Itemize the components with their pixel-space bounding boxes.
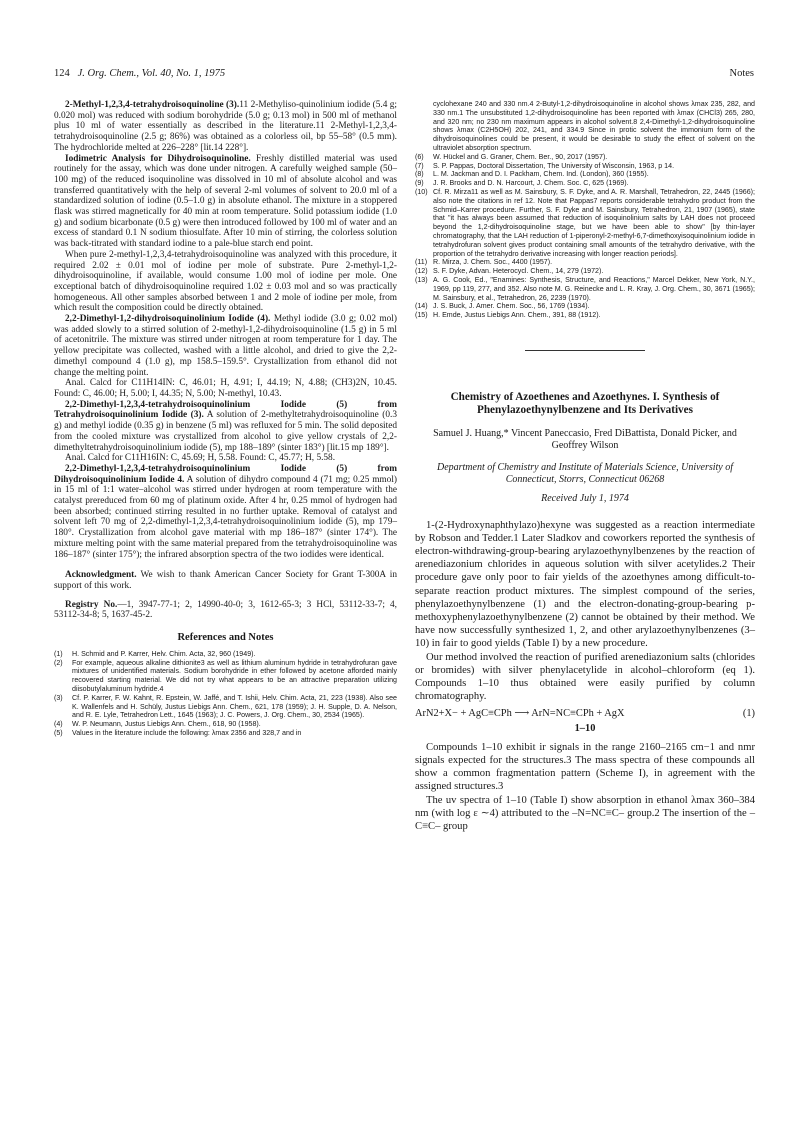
- header-left: [54, 68, 225, 79]
- paragraph-anal-4: Anal. Calcd for C11H14IN: C, 46.01; H, 4.91; I, 44.19; N, 4.88; (CH3)2N, 10.45. Found: C, 46.00; H, 5.00; I, 44.35; N, 5.00; N-methyl, 10.43.: [54, 378, 397, 399]
- reference-number: (3): [54, 693, 63, 702]
- reference-text: J. R. Brooks and D. N. Harcourt, J. Chem. Soc. C, 625 (1969).: [433, 179, 629, 188]
- reference-item: [415, 258, 755, 267]
- paragraph-compound-3: [54, 100, 397, 154]
- reference-text: For example, aqueous alkaline dithionite3 as well as lithium aluminum hydride in tetrahydrofuran gave mixtures of unidentified materials. Sodium borohydride in ether followed by acetone afforded mainly recovered starting material. We did not try what appears to be an attractive preparation utilizing diisobutylaluminum hydride.4: [72, 658, 397, 693]
- received-date: Received July 1, 1974: [541, 492, 629, 504]
- reference-item: [415, 153, 755, 162]
- reference-text: W. P. Neumann, Justus Liebigs Ann. Chem., 618, 90 (1958).: [72, 720, 261, 729]
- paragraph-heading: Acknowledgment.: [65, 570, 137, 581]
- reference-number: (6): [415, 152, 424, 161]
- reference-text: Cf. P. Karrer, F. W. Kahnt, R. Epstein, W. Jaffé, and T. Ishii, Helv. Chim. Acta, 21, 223 (1938). Also see K. Wallenfels and H. Schüly, Justus Liebigs Ann. Chem., 621, 178 (1959); J. H. Supple, D. A. Nelson, and R. E. Lyle, Tetrahedron Lett., 1645 (1963); J. C. Powers, J. Org. Chem., 30, 2534 (1965).: [72, 693, 397, 720]
- reference-text: H. Schmid and P. Karrer, Helv. Chim. Acta, 32, 960 (1949).: [72, 649, 256, 658]
- paragraph-text: We wish to thank American Cancer Society for Grant T-300A in support of this work.: [54, 570, 397, 591]
- paragraph-compound-5b: [54, 464, 397, 560]
- reference-item: [54, 650, 397, 659]
- reference-number: (7): [415, 161, 424, 170]
- reference-text: S. F. Dyke, Advan. Heterocycl. Chem., 14, 279 (1972).: [433, 267, 604, 276]
- reference-item: [415, 162, 755, 171]
- reference-number: (4): [54, 720, 63, 729]
- reference-number: (10): [415, 187, 428, 196]
- paragraph-anal-5: Anal. Calcd for C11H16IN: C, 45.69; H, 5.58. Found: C, 45.77; H, 5.58.: [65, 453, 336, 464]
- reference-item: [415, 311, 755, 320]
- reference-number: (5): [54, 728, 63, 737]
- paragraph-heading: Registry No.: [65, 599, 118, 610]
- reference-number: (8): [415, 170, 424, 179]
- paragraph-text: Methyl iodide (3.0 g; 0.02 mol) was added slowly to a stirred solution of 2-methyl-1,2-dihydroisoquinoline (1.5 g) in 5 ml of acetonitrile. The mixture was stirred under nitrogen at room temperature for 1 day. The yellow precipitate was collected, washed with a little alcohol, and dried to give the 2,2-dimethyl compound 4 (1.0 g), mp 158.5–159.5°. Crystallization from ethanol did not change the melting point.: [54, 314, 397, 378]
- paragraph-compound-4: [54, 314, 397, 378]
- reference-number: (11): [415, 258, 428, 267]
- paragraph-spectra: Compounds 1–10 exhibit ir signals in the range 2160–2165 cm−1 and nmr signals expected for the structures.3 The mass spectra of these compounds all show a common fragmentation pattern (Scheme I), in agreement with the assigned structures.3: [415, 741, 755, 793]
- reference-number: (13): [415, 275, 428, 284]
- acknowledgment: [54, 570, 397, 591]
- reference-number: (9): [415, 179, 424, 188]
- paragraph-text: A solution of dihydro compound 4 (71 mg; 0.25 mmol) in 15 ml of 1:1 water–alcohol was stirred under hydrogen at room temperature with the catalyst prereduced from 60 mg of platinum oxide. After 4 hr, 0.25 mmol of hydrogen had been absorbed; continued stirring resulted in no further uptake. Removal of catalyst and solvent left 70 mg of 2,2-dimethyl-1,2,3,4-tetrahydroisoquinolinium iodide (5), mp 179–180°. Crystallization from alcohol gave material with mp 186–187° (sinter 174°). The mixture melting point with the same material prepared from the tetrahydroisoquinoline was 186–187° (sinter 175°); the infrared absorption spectra of the two iodides were identical.: [54, 474, 397, 560]
- paragraph-text: Freshly distilled material was used routinely for the assay, which was done under nitrogen. A carefully weighed sample (50–100 mg) of the reduced isoquinoline was dissolved in 10 ml of absolute alcohol and was transferred quantitatively with the help of several 2-ml volumes of solvent to 20.0 ml of a standardized solution of iodine (0.5–1.0 g) in absolute ethanol. The mixture in a stoppered flask was stirred magnetically for 40 min at room temperature. Solid potassium iodide (1.0 g) and sodium bicarbonate (0.5 g) were then introduced followed by 100 ml of water and an excess of standard 0.1 N sodium thiosulfate. After 10 min of stirring, the colorless solution was back-titrated with standard iodine to a pale-blue starch end point.: [54, 153, 397, 250]
- paragraph-method: Our method involved the reaction of purified arenediazonium salts (chlorides or bromides) with silver phenylacetylide in alcohol–chloroform (eq 1). Compounds 1–10 thus obtained were easily purified by column chromatography.: [415, 651, 755, 703]
- paragraph-text: —1, 3947-77-1; 2, 14990-40-0; 3, 1612-65-3; 3 HCl, 53112-33-7; 4, 53112-34-8; 5, 1637-45-2.: [54, 599, 397, 621]
- reference-text: Values in the literature include the following: λmax 2356 and 328,7 and in: [72, 728, 302, 737]
- right-column: [415, 100, 755, 833]
- references-list-left: [54, 650, 397, 738]
- paragraph-compound-5a: [54, 400, 397, 454]
- reference-item: [415, 276, 755, 302]
- reference-number: (2): [54, 658, 63, 667]
- reference-text: Cf. R. Mirza11 as well as M. Sainsbury, S. F. Dyke, and A. R. Marshall, Tetrahedron, 22, 2445 (1966); also note the citations in ref 12. Note that Pappas7 reports considerable tetrahydro product from the Schmid–Karrer procedure. Further, S. F. Dyke and M. Sainsbury, Tetrahedron, 21, 1907 (1965), state that "it has always been assumed that reduction of isoquinolinium salts by LAH does not proceed beyond the 1,2-dihydroisoquinoline stage, but we have been able to show" [by thin-layer chromatography, that the LAH reduction of 1-piperonyl-2-methyl-6,7-dimethoxyisoquinolinium iodide in tetrahydrofuran solvent gives product containing small amounts of the tetrahydro derivative, with the proportion of the tetrahydro derivative increasing with longer reaction periods].: [433, 187, 755, 258]
- left-column: [54, 100, 397, 738]
- paragraph-text: 11 2-Methyliso-quinolinium iodide (5.4 g; 0.020 mol) was reduced with sodium borohydride (5.0 g; 0.13 mol) in 500 ml of methanol plus 10 ml of water essentially as described in the literature.11 2-Methyl-1,2,3,4-tetrahydroisoquinoline (2.5 g; 86%) was obtained as a colorless oil, bp 55–58° (0.5 mm). The hydrochloride melted at 226–228° [lit.14 228°].: [54, 100, 398, 153]
- reference-text: cyclohexane 240 and 330 nm.4 2-Butyl-1,2-dihydroisoquinoline in alcohol shows λmax 235, 282, and 330 nm.1 The unsubstituted 1,2-dihydroisoquinoline has been reported with λmax (CHCl3) 265, 280, and 320 nm; no 230 nm maximum appears in alcohol solvent.8 2,4-Dimethyl-1,2-dihydroisoquinoline shows λmax (C2H5OH) 202, 241, and 334.9 Since in protic solvent the immonium form of the dihydroisoquinolines could be present, it would be desirable to study the effect of solvent on the ultraviolet absorption spectrum.: [433, 100, 755, 152]
- paragraph-intro: 1-(2-Hydroxynaphthylazo)hexyne was suggested as a reaction intermediate by Robson and Tedder.1 Later Sladkov and coworkers reported the synthesis of electron-withdrawing-group-bearing arylazoethynylbenzenes by the reaction of arenediazonium chlorides in aqueous solution with silver acetylides.2 Their procedure gave only poor to fair yields of the azoethynes among difficult-to-separate reaction product mixtures. The simplest compound of the series, phenylazoethynylbenzene (1) and the electron-donating-group-bearing p-methoxyphenylazoethynylbenzene (2) cannot be obtained by their method. We have now successfully synthesized 1, 2, and other arylazoethynylbenzenes (3–10) in fair to good yields (Table I) by a new procedure.: [415, 519, 755, 650]
- equation-text: ArN2+X− + AgC≡CPh ⟶ ArN=NC≡CPh + AgX: [415, 708, 625, 720]
- registry-numbers: [54, 600, 397, 621]
- paragraph-uv: The uv spectra of 1–10 (Table I) show absorption in ethanol λmax 360–384 nm (with log ε ∼4) attributed to the –N=NC≡C– group.2 The insertion of the –C≡C– group: [415, 794, 755, 833]
- equation-number: (1): [742, 708, 755, 720]
- paragraph-text: A solution of 2-methyltetrahydroisoquinoline (0.3 g) and methyl iodide (0.35 g) in benzene (5 ml) was refluxed for 5 min. The solid deposited from the cooled mixture was crystallized from alcohol to give yellow crystals of 2,2-dimethyltetrahydroisoquinolinium iodide (5), mp 188–189° (sinter 183°) [lit.15 mp 189°].: [54, 410, 398, 453]
- reference-text: H. Emde, Justus Liebigs Ann. Chem., 391, 88 (1912).: [433, 311, 601, 320]
- article-body: [415, 519, 755, 834]
- reference-item: [54, 720, 397, 729]
- reference-item: [54, 659, 397, 694]
- reference-number: [415, 100, 433, 153]
- reference-text: L. M. Jackman and D. I. Packham, Chem. Ind. (London), 360 (1955).: [433, 170, 649, 179]
- article-title: Chemistry of Azoethenes and Azoethynes. I. Synthesis of Phenylazoethynylbenzene and Its Derivatives: [450, 390, 720, 417]
- reference-item: [415, 170, 755, 179]
- reference-item: [54, 729, 397, 738]
- reference-text: W. Hückel and G. Graner, Chem. Ber., 90, 2017 (1957).: [433, 152, 608, 161]
- reference-item: [415, 100, 755, 153]
- reference-item: [415, 302, 755, 311]
- references-title: References and Notes: [177, 632, 274, 644]
- paragraph-heading: 2,2-Dimethyl-1,2,3,4-tetrahydroisoquinolinium Iodide (5) from Tetrahydroisoquinolinium Iodide (3).: [54, 399, 397, 421]
- paragraph-heading: 2-Methyl-1,2,3,4-tetrahydroisoquinoline (3).: [65, 100, 240, 110]
- reaction-equation: [415, 709, 755, 720]
- article-affiliation: Department of Chemistry and Institute of Materials Science, University of Connecticut, Storrs, Connecticut 06268: [436, 461, 734, 485]
- paragraph-heading: 2,2-Dimethyl-1,2-dihydroisoquinolinium Iodide (4).: [65, 314, 271, 325]
- reference-number: (12): [415, 267, 428, 276]
- equation-product-label: 1–10: [574, 723, 596, 735]
- article-authors: Samuel J. Huang,* Vincent Paneccasio, Fred DiBattista, Donald Picker, and Geoffrey Wilson: [433, 427, 737, 451]
- reference-number: (15): [415, 311, 428, 320]
- reference-text: S. P. Pappas, Doctoral Dissertation, The University of Wisconsin, 1963, p 14.: [433, 161, 675, 170]
- reference-item: [54, 694, 397, 720]
- running-header: [54, 68, 754, 82]
- paragraph-heading: Iodimetric Analysis for Dihydroisoquinoline.: [65, 153, 251, 164]
- journal-citation: J. Org. Chem., Vol. 40, No. 1, 1975: [77, 68, 226, 79]
- reference-item: [415, 267, 755, 276]
- section-divider: [525, 350, 645, 351]
- reference-text: A. G. Cook, Ed., "Enamines: Synthesis, Structure, and Reactions," Marcel Dekker, New York, N.Y., 1969, pp 119, 277, and 352. Also note M. G. Reinecke and L. R. Kray, J. Org. Chem., 30, 3671 (1965); M. Sainsbury, et al., Tetrahedron, 26, 2239 (1970).: [433, 275, 755, 302]
- section-label: Notes: [729, 68, 754, 79]
- paragraph-iodine-result: When pure 2-methyl-1,2,3,4-tetrahydroisoquinoline was analyzed with this procedure, it required 2.02 ± 0.01 mol of iodine per mole of substrate. Pure 2-methyl-1,2-dihydroisoquinoline, if available, would consume 1.00 mol of iodine per mole. One exceptional batch of dihydroisoquinoline required 1.02 ± 0.03 mol and so was practically homogeneous. All other samples absorbed between 1 and 2 mole of iodine per mole, from which result the composition could be directly obtained.: [54, 249, 397, 314]
- reference-number: (14): [415, 302, 428, 311]
- reference-item: [415, 188, 755, 258]
- paragraph-iodimetric: [54, 154, 397, 250]
- paragraph-heading: 2,2-Dimethyl-1,2,3,4-tetrahydroisoquinolinium Iodide (5) from Dihydroisoquinolinium Iodide 4.: [54, 463, 397, 485]
- reference-item: [415, 179, 755, 188]
- reference-number: (1): [54, 649, 63, 658]
- reference-text: R. Mirza, J. Chem. Soc., 4400 (1957).: [433, 258, 553, 267]
- reference-text: J. S. Buck, J. Amer. Chem. Soc., 56, 1769 (1934).: [433, 302, 590, 311]
- page-number: 124: [54, 68, 70, 79]
- references-list-right: [415, 100, 755, 320]
